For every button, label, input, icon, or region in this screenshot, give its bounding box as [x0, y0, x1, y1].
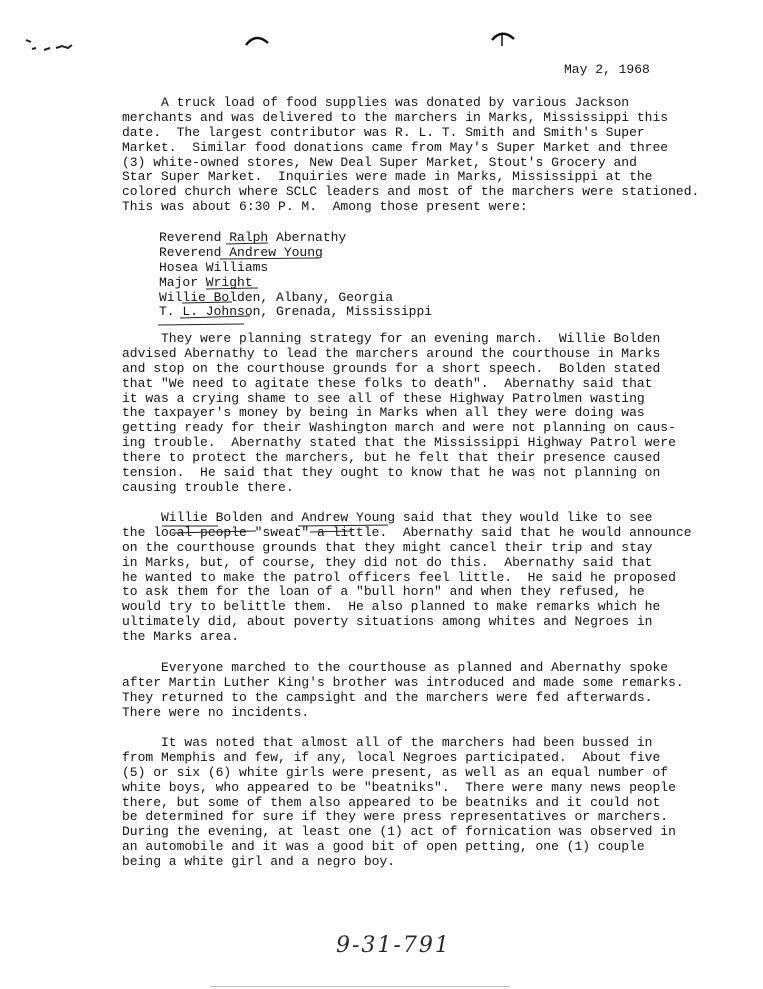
text-line: and stop on the courthouse grounds for a short speech. Bolden stated: [122, 360, 661, 376]
bottom-rule: [210, 986, 510, 987]
attendee-name: T. L. Johnson, Grenada, Mississippi: [159, 304, 433, 320]
text-line: ing trouble. Abernathy stated that the Mississippi Highway Patrol were: [122, 435, 676, 451]
text-line: This was about 6:30 P. M. Among those present were:: [122, 199, 528, 215]
text-line: on the courthouse grounds that they might cancel their trip and stay: [122, 539, 653, 555]
text-line: merchants and was delivered to the marchers in Marks, Mississippi this: [122, 109, 669, 125]
text-line: They returned to the campsight and the marchers were fed afterwards.: [122, 689, 653, 705]
attendee-name: Reverend Ralph Abernathy: [159, 230, 347, 245]
text-line: tension. He said that they ought to know that he was not planning on: [122, 465, 661, 481]
text-line: white boys, who appeared to be "beatniks". There were many news people: [122, 779, 676, 795]
text-line: he wanted to make the patrol officers feel little. He said he proposed: [122, 569, 676, 585]
text-line: A truck load of food supplies was donated by various Jackson: [122, 95, 630, 110]
attendee-name: Hosea Williams: [159, 259, 269, 275]
text-line: It was noted that almost all of the marchers had been bussed in: [122, 735, 653, 750]
handwritten-file-number: 9-31-791: [336, 933, 451, 958]
text-line: date. The largest contributor was R. L. T. Smith and Smith's Super: [122, 124, 645, 140]
text-line: being a white girl and a negro boy.: [122, 854, 396, 870]
scan-mark-arc-1: [244, 34, 270, 48]
text-line: the taxpayer's money by being in Marks when all they were doing was: [122, 405, 645, 421]
text-line: be determined for sure if they were press representatives or marchers.: [122, 809, 669, 825]
text-line: that "We need to agitate these folks to death". Abernathy said that: [122, 375, 653, 391]
text-line: in Marks, but, of course, they did not do this. Abernathy said that: [122, 554, 653, 570]
attendee-name: Reverend Andrew Young: [159, 244, 323, 260]
text-line: the Marks area.: [122, 629, 240, 645]
text-line: (5) or six (6) white girls were present, as well as an equal number of: [122, 764, 669, 780]
paragraph-5: [122, 736, 676, 870]
text-line: it was a crying shame to see all of these Highway Patrolmen wasting: [122, 390, 645, 406]
text-line: ultimately did, about poverty situations among whites and Negroes in: [122, 614, 653, 630]
paragraph-1: [122, 96, 699, 215]
text-line: after Martin Luther King's brother was introduced and made some remarks.: [122, 674, 684, 690]
text-line: Willie Bolden and Andrew Young said that they would like to see: [122, 510, 653, 525]
scan-mark-arc-2: [490, 30, 516, 48]
paragraph-2: [122, 332, 676, 496]
text-line: Everyone marched to the courthouse as planned and Abernathy spoke: [122, 660, 669, 675]
paragraph-4: [122, 661, 684, 721]
text-line: During the evening, at least one (1) act of fornication was observed in: [122, 824, 676, 840]
pen-underlines: [150, 238, 330, 328]
text-line: there, but some of them also appeared to be beatniks and it could not: [122, 794, 661, 810]
text-line: (3) white-owned stores, New Deal Super Market, Stout's Grocery and: [122, 154, 637, 170]
pen-underlines-p3: [150, 520, 400, 550]
text-line: would try to belittle them. He also planned to make remarks which he: [122, 599, 661, 615]
text-line: to ask them for the loan of a "bull horn" and when they refused, he: [122, 584, 645, 600]
text-line: from Memphis and few, if any, local Negroes participated. About five: [122, 749, 661, 765]
text-line: an automobile and it was a good bit of open petting, one (1) couple: [122, 839, 645, 855]
attendee-name: Willie Bolden, Albany, Georgia: [159, 289, 394, 305]
scan-mark-left: [22, 36, 82, 56]
text-line: there to protect the marchers, but he felt that their presence caused: [122, 450, 661, 466]
text-line: the local people "sweat" a little. Abernathy said that he would announce: [122, 524, 692, 540]
text-line: advised Abernathy to lead the marchers around the courthouse in Marks: [122, 345, 661, 361]
text-line: causing trouble there.: [122, 479, 294, 495]
text-line: Star Super Market. Inquiries were made in Marks, Mississippi at the: [122, 169, 653, 185]
text-line: They were planning strategy for an evening march. Willie Bolden: [122, 331, 661, 346]
text-line: getting ready for their Washington march and were not planning on caus-: [122, 420, 676, 436]
text-line: Market. Similar food donations came from May's Super Market and three: [122, 139, 669, 155]
attendee-name: Major Wright: [159, 274, 253, 290]
document-date: May 2, 1968: [564, 62, 650, 77]
text-line: colored church where SCLC leaders and most of the marchers were stationed.: [122, 184, 700, 200]
text-line: There were no incidents.: [122, 704, 310, 720]
